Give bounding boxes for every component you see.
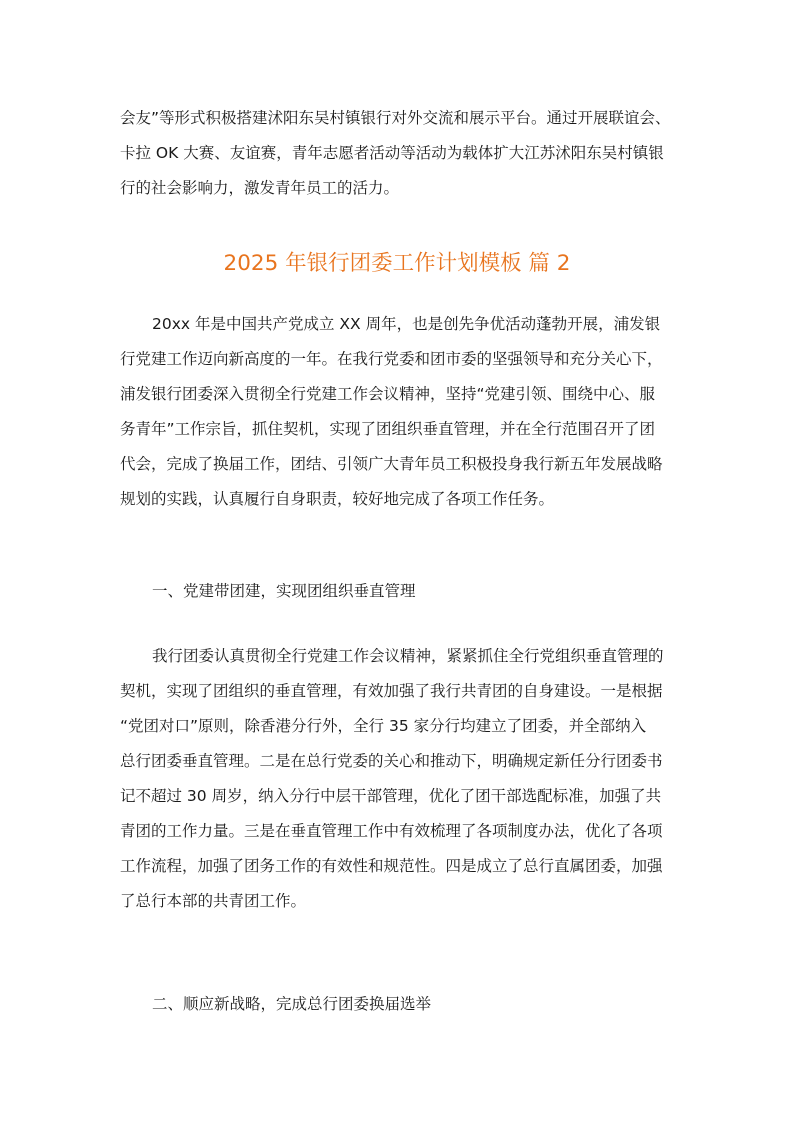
intro-line-1: 会友”等形式积极搭建沭阳东吴村镇银行对外交流和展示平台。通过开展联谊会、 (120, 109, 671, 127)
para1-line-3: 浦发银行团委深入贯彻全行党建工作会议精神，坚持“党建引领、围绕中心、服 (120, 385, 656, 403)
intro-paragraph (120, 101, 680, 206)
para2-line-3: “党团对口”原则，除香港分行外，全行 35 家分行均建立了团委，并全部纳入 (120, 717, 647, 735)
para2-line-5: 记不超过 30 周岁，纳入分行中层干部管理，优化了团干部选配标准，加强了共 (120, 787, 662, 805)
para1-line-1: 20xx 年是中国共产党成立 XX 周年，也是创先争优活动蓬勃开展，浦发银 (152, 315, 661, 333)
section-heading-2: 二、顺应新战略，完成总行团委换届选举 (152, 995, 432, 1013)
para1-line-6: 规划的实践，认真履行自身职责，较好地完成了各项工作任务。 (120, 490, 555, 508)
para2-line-8: 了总行本部的共青团工作。 (120, 892, 307, 910)
section-1-paragraph (120, 639, 680, 919)
para1-line-5: 代会，完成了换届工作，团结、引领广大青年员工积极投身我行新五年发展战略 (120, 455, 663, 473)
section-heading-1: 一、党建带团建，实现团组织垂直管理 (152, 582, 416, 600)
para2-line-2: 契机，实现了团组织的垂直管理，有效加强了我行共青团的自身建设。一是根据 (120, 682, 663, 700)
para2-line-7: 工作流程，加强了团务工作的有效性和规范性。四是成立了总行直属团委，加强 (120, 857, 663, 875)
section-title: 2025 年银行团委工作计划模板 篇 2 (223, 251, 571, 276)
para2-line-4: 总行团委垂直管理。二是在总行党委的关心和推动下，明确规定新任分行团委书 (120, 752, 663, 770)
opening-paragraph (120, 307, 680, 517)
intro-line-2: 卡拉 OK 大赛、友谊赛，青年志愿者活动等活动为载体扩大江苏沭阳东吴村镇银 (120, 144, 664, 162)
para2-line-6: 青团的工作力量。三是在垂直管理工作中有效梳理了各项制度办法，优化了各项 (120, 822, 663, 840)
para2-line-1: 我行团委认真贯彻全行党建工作会议精神，紧紧抓住全行党组织垂直管理的 (152, 647, 664, 665)
para1-line-4: 务青年”工作宗旨，抓住契机，实现了团组织垂直管理，并在全行范围召开了团 (120, 420, 656, 438)
para1-line-2: 行党建工作迈向新高度的一年。在我行党委和团市委的坚强领导和充分关心下， (120, 350, 663, 368)
intro-line-3: 行的社会影响力，激发青年员工的活力。 (120, 179, 400, 197)
